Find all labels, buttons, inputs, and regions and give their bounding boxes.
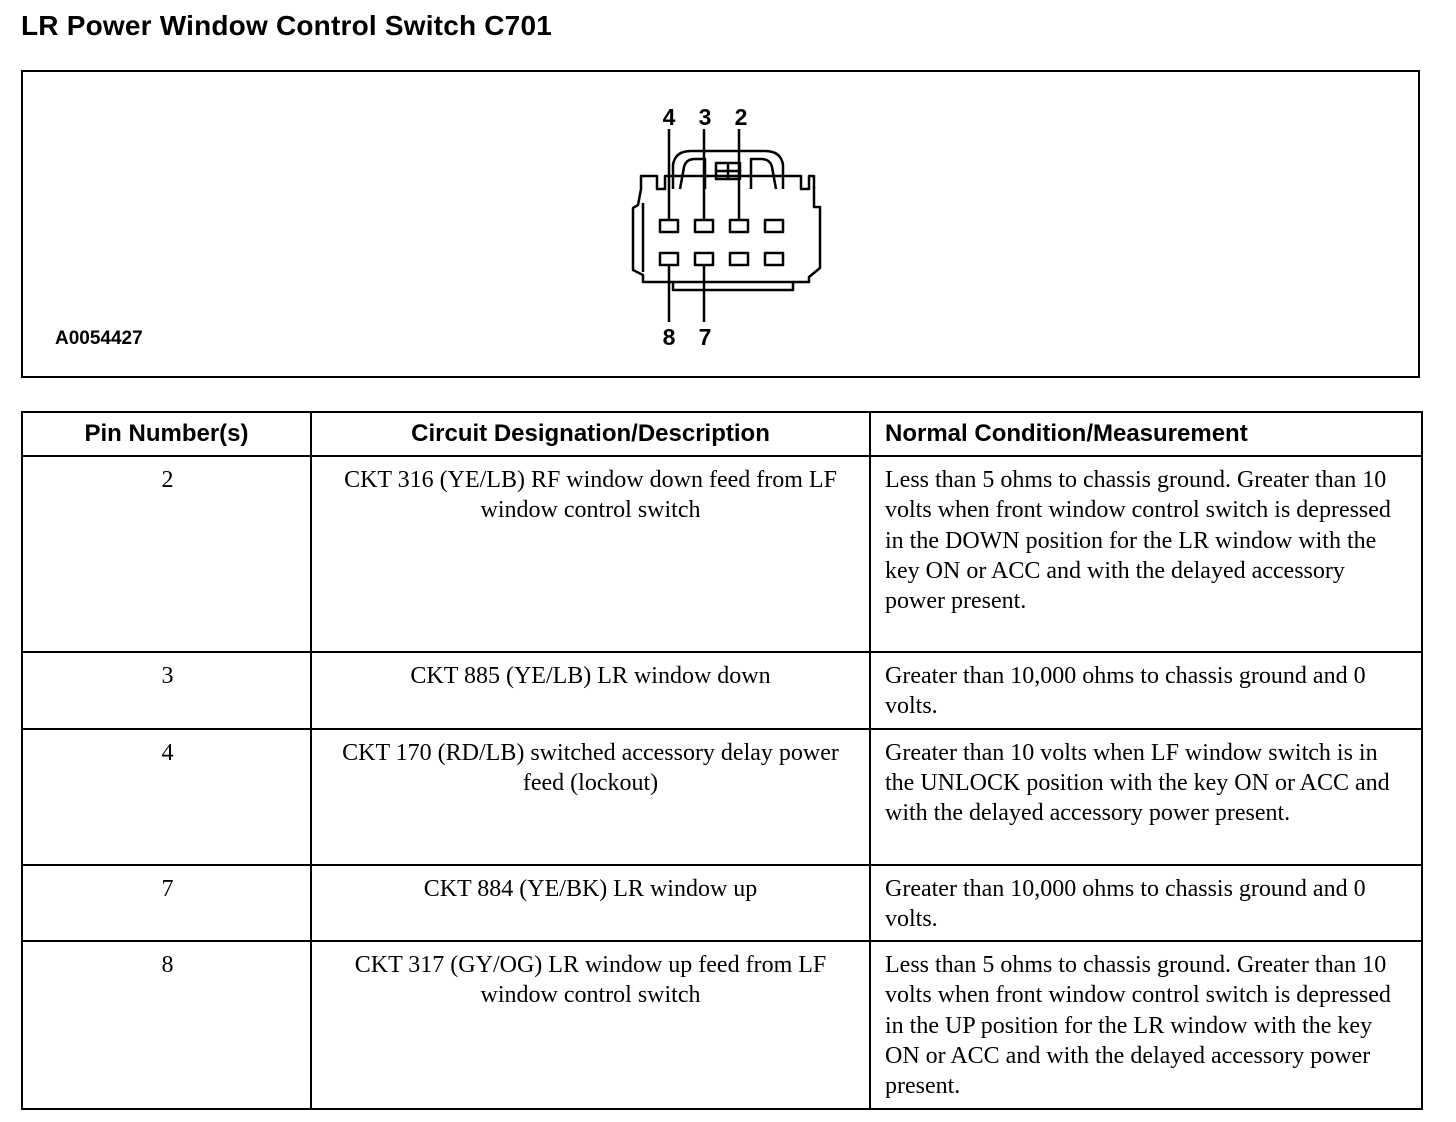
header-condition: Normal Condition/Measurement [870, 412, 1422, 456]
pin-number-cell: 4 [22, 729, 311, 865]
table-row [22, 865, 1422, 942]
pin-label-8: 8 [662, 324, 676, 350]
condition-cell: Less than 5 ohms to chassis ground. Greater than 10 volts when front window control switch is depressed in the UP position for the LR window with the key ON or ACC and with the delayed accessory power present. [870, 941, 1422, 1108]
connector-figure [21, 70, 1420, 378]
table-row [22, 456, 1422, 652]
condition-cell: Greater than 10,000 ohms to chassis ground and 0 volts. [870, 652, 1422, 729]
pin-number-cell: 3 [22, 652, 311, 729]
pin-table [21, 411, 1423, 1110]
pin-label-7: 7 [698, 324, 712, 350]
circuit-cell: CKT 316 (YE/LB) RF window down feed from LF window control switch [311, 456, 870, 652]
condition-cell: Greater than 10,000 ohms to chassis ground and 0 volts. [870, 865, 1422, 942]
pin-number-cell: 2 [22, 456, 311, 652]
page-title: LR Power Window Control Switch C701 [21, 10, 553, 41]
circuit-cell: CKT 317 (GY/OG) LR window up feed from LF window control switch [311, 941, 870, 1108]
pin-label-4: 4 [662, 104, 676, 130]
header-circuit: Circuit Designation/Description [311, 412, 870, 456]
table-row [22, 729, 1422, 865]
table-row [22, 652, 1422, 729]
connector-c701-diagram [23, 72, 1418, 376]
table-row [22, 941, 1422, 1108]
pin-number-cell: 7 [22, 865, 311, 942]
condition-cell: Less than 5 ohms to chassis ground. Greater than 10 volts when front window control switch is depressed in the DOWN position for the LR window with the key ON or ACC and with the delayed accessory power present. [870, 456, 1422, 652]
table-header-row [22, 412, 1422, 456]
pin-number-cell: 8 [22, 941, 311, 1108]
figure-id: A0054427 [55, 328, 143, 349]
circuit-cell: CKT 885 (YE/LB) LR window down [311, 652, 870, 729]
pin-label-3: 3 [698, 104, 712, 130]
condition-cell: Greater than 10 volts when LF window switch is in the UNLOCK position with the key ON or ACC and with the delayed accessory power present. [870, 729, 1422, 865]
circuit-cell: CKT 884 (YE/BK) LR window up [311, 865, 870, 942]
header-pin-number: Pin Number(s) [22, 412, 311, 456]
pin-label-2: 2 [734, 104, 748, 130]
circuit-cell: CKT 170 (RD/LB) switched accessory delay power feed (lockout) [311, 729, 870, 865]
